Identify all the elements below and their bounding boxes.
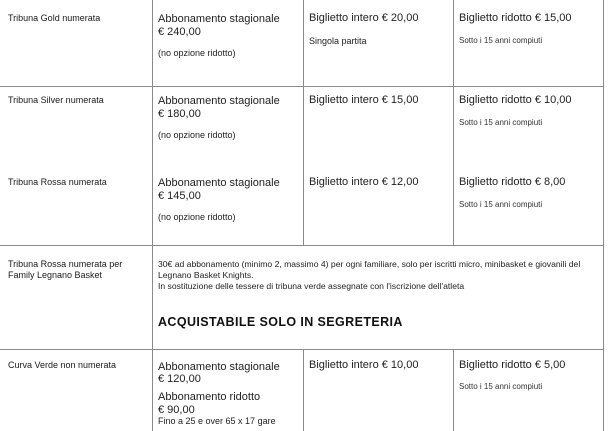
season-label-curva: Abbonamento stagionale: [158, 361, 280, 373]
full-ticket-silver: Biglietto intero € 15,00: [309, 94, 419, 106]
season-label-gold: Abbonamento stagionale: [158, 13, 280, 25]
season-price-rossa: € 145,00: [158, 190, 201, 202]
category-label-gold: Tribuna Gold numerata: [8, 13, 101, 23]
full-note-gold: Singola partita: [309, 36, 367, 46]
row-divider-rossa-family: [0, 245, 604, 246]
reduced-season-note-curva: Fino a 25 e over 65 x 17 gare: [158, 416, 276, 426]
category-label-rossa: Tribuna Rossa numerata: [8, 177, 107, 187]
full-ticket-curva: Biglietto intero € 10,00: [309, 359, 419, 371]
row-divider-gold-silver: [0, 86, 604, 87]
table-right-border: [603, 0, 604, 431]
season-note-gold: (no opzione ridotto): [158, 48, 236, 58]
reduced-note-curva: Sotto i 15 anni compiuti: [459, 382, 543, 391]
full-ticket-gold: Biglietto intero € 20,00: [309, 12, 419, 24]
family-replacement-note: In sostituzione delle tessere di tribuna verde assegnate con l'iscrizione dell'atleta: [158, 281, 465, 291]
family-office-only: ACQUISTABILE SOLO IN SEGRETERIA: [158, 315, 403, 329]
season-note-silver: (no opzione ridotto): [158, 130, 236, 140]
reduced-note-rossa: Sotto i 15 anni compiuti: [459, 200, 543, 209]
reduced-note-silver: Sotto i 15 anni compiuti: [459, 118, 543, 127]
season-price-silver: € 180,00: [158, 108, 201, 120]
reduced-ticket-rossa: Biglietto ridotto € 8,00: [459, 176, 566, 188]
reduced-season-label-curva: Abbonamento ridotto: [158, 391, 261, 403]
season-label-silver: Abbonamento stagionale: [158, 95, 280, 107]
reduced-ticket-silver: Biglietto ridotto € 10,00: [459, 94, 572, 106]
season-label-rossa: Abbonamento stagionale: [158, 177, 280, 189]
season-price-gold: € 240,00: [158, 26, 201, 38]
reduced-ticket-gold: Biglietto ridotto € 15,00: [459, 12, 572, 24]
column-divider-category: [152, 0, 153, 431]
reduced-season-price-curva: € 90,00: [158, 404, 195, 416]
family-description: 30€ ad abbonamento (minimo 2, massimo 4) per ogni familiare, solo per iscritti micro, minibasket e giovanili del Legnano Basket Knights.: [158, 259, 581, 280]
reduced-note-gold: Sotto i 15 anni compiuti: [459, 36, 543, 45]
column-divider-full-bottom: [453, 349, 454, 431]
season-note-rossa: (no opzione ridotto): [158, 212, 236, 222]
column-divider-full-top: [453, 0, 454, 245]
full-ticket-rossa: Biglietto intero € 12,00: [309, 176, 419, 188]
category-label-silver: Tribuna Silver numerata: [8, 95, 104, 105]
season-price-curva: € 120,00: [158, 373, 201, 385]
category-label-family-line1: Tribuna Rossa numerata per: [8, 259, 123, 269]
category-label-curva: Curva Verde non numerata: [8, 360, 117, 370]
column-divider-season-bottom: [303, 349, 304, 431]
column-divider-season-top: [303, 0, 304, 245]
category-label-family-line2: Family Legnano Basket: [8, 270, 103, 280]
reduced-ticket-curva: Biglietto ridotto € 5,00: [459, 359, 566, 371]
row-divider-family-curva: [0, 349, 604, 350]
